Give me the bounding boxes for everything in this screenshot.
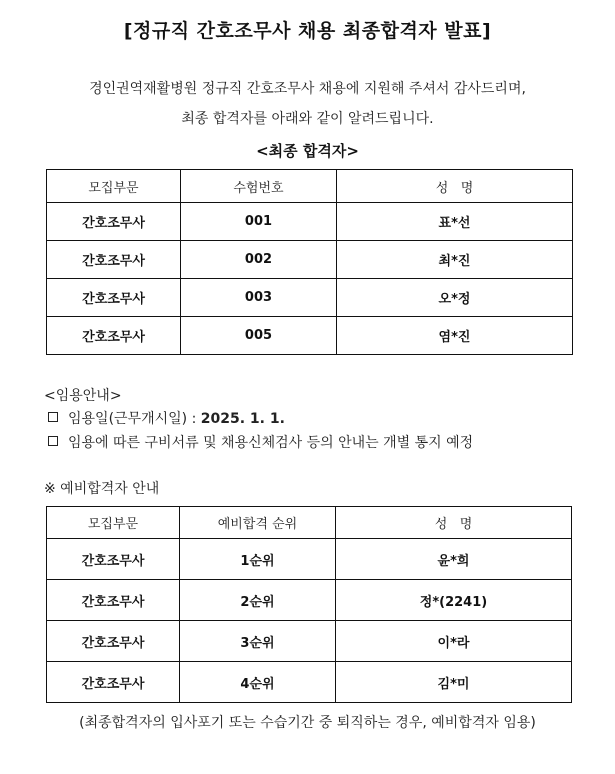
intro-text-line2: 최종 합격자를 아래와 같이 알려드립니다. <box>181 111 434 127</box>
cell-name: 오*정 <box>337 279 573 317</box>
appointment-date-label: 임용일(근무개시일) : <box>68 411 201 427</box>
table-row <box>47 203 573 241</box>
table-header-row <box>47 507 572 539</box>
table-row <box>47 539 572 580</box>
appointment-item-2 <box>44 432 473 452</box>
cell-name: 윤*희 <box>336 539 572 580</box>
reserve-passers-table <box>46 506 572 703</box>
table-row <box>47 662 572 703</box>
intro-text-line1: 경인권역재활병원 정규직 간호조무사 채용에 지원해 주셔서 감사드리며, <box>89 81 526 97</box>
appointment-date-value: 2025. 1. 1. <box>200 411 285 427</box>
final-passers-table <box>46 169 573 355</box>
cell-rank: 2순위 <box>180 580 336 621</box>
column-header-dept: 모집부문 <box>47 170 181 203</box>
cell-dept: 간호조무사 <box>47 580 180 621</box>
cell-number: 002 <box>181 241 337 279</box>
cell-dept: 간호조무사 <box>47 621 180 662</box>
cell-number: 005 <box>181 317 337 355</box>
column-header-number: 수험번호 <box>181 170 337 203</box>
table-header-row <box>47 170 573 203</box>
column-header-rank: 예비합격 순위 <box>180 507 336 539</box>
page-title: [정규직 간호조무사 채용 최종합격자 발표] <box>123 20 492 42</box>
square-bullet-icon <box>48 412 58 422</box>
cell-name: 표*선 <box>337 203 573 241</box>
footnote: (최종합격자의 입사포기 또는 수습기간 중 퇴직하는 경우, 예비합격자 임용) <box>79 715 536 731</box>
column-header-name: 성 명 <box>337 170 573 203</box>
table-row <box>47 317 573 355</box>
cell-number: 001 <box>181 203 337 241</box>
appointment-item-1 <box>44 408 285 428</box>
cell-dept: 간호조무사 <box>47 662 180 703</box>
table-row <box>47 580 572 621</box>
cell-name: 염*진 <box>337 317 573 355</box>
cell-rank: 1순위 <box>180 539 336 580</box>
final-section-title: <최종 합격자> <box>256 142 359 160</box>
cell-name: 최*진 <box>337 241 573 279</box>
appointment-heading: <임용안내> <box>44 388 122 404</box>
table-row <box>47 279 573 317</box>
table-row <box>47 241 573 279</box>
column-header-dept: 모집부문 <box>47 507 180 539</box>
square-bullet-icon <box>48 436 58 446</box>
cell-name: 정*(2241) <box>336 580 572 621</box>
column-header-name: 성 명 <box>336 507 572 539</box>
cell-dept: 간호조무사 <box>47 279 181 317</box>
cell-dept: 간호조무사 <box>47 241 181 279</box>
cell-dept: 간호조무사 <box>47 317 181 355</box>
cell-dept: 간호조무사 <box>47 539 180 580</box>
appointment-notice-text: 임용에 따른 구비서류 및 채용신체검사 등의 안내는 개별 통지 예정 <box>68 435 474 451</box>
cell-number: 003 <box>181 279 337 317</box>
cell-rank: 4순위 <box>180 662 336 703</box>
cell-name: 이*라 <box>336 621 572 662</box>
cell-rank: 3순위 <box>180 621 336 662</box>
reserve-heading: ※ 예비합격자 안내 <box>44 481 160 497</box>
cell-name: 김*미 <box>336 662 572 703</box>
cell-dept: 간호조무사 <box>47 203 181 241</box>
table-row <box>47 621 572 662</box>
